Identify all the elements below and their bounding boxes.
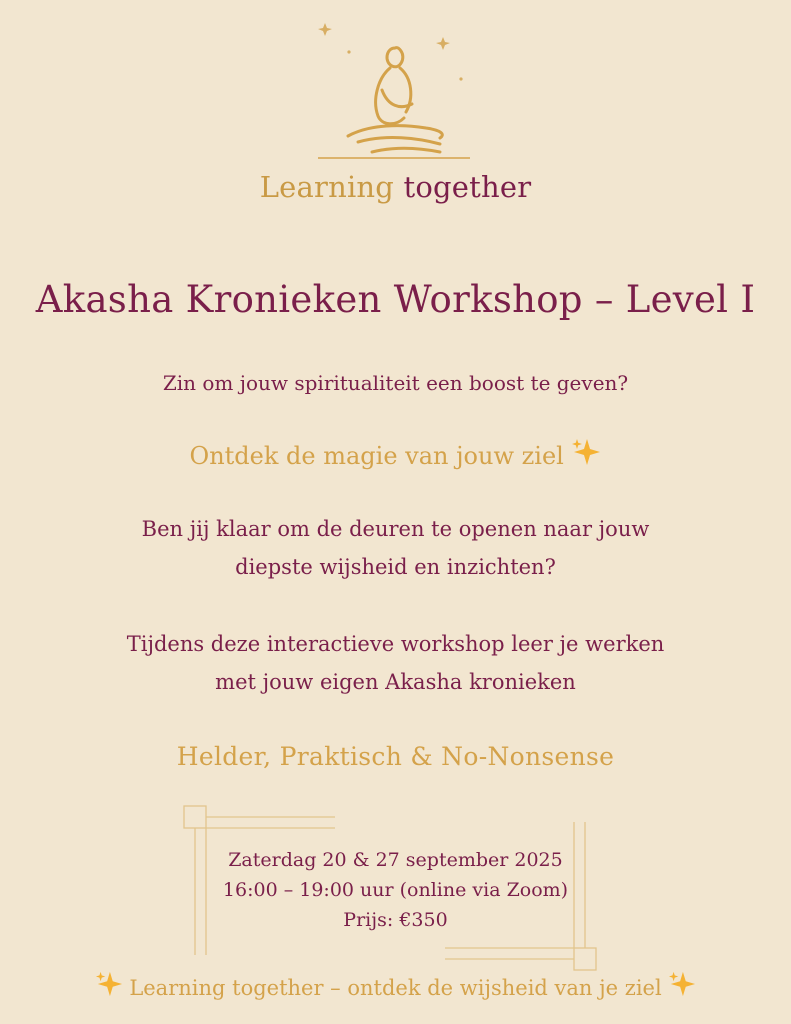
sparkles-icon [668, 970, 696, 998]
brand-wordmark [0, 170, 791, 204]
brand-word-learning: Learning [259, 170, 395, 204]
star-icon [459, 77, 462, 80]
star-icon [318, 23, 332, 36]
lead-text: Ontdek de magie van jouw ziel [189, 442, 564, 470]
star-icon [436, 37, 450, 50]
event-time: 16:00 – 19:00 uur (online via Zoom) [222, 879, 569, 901]
tagline: Helder, Praktisch & No-Nonsense [176, 742, 615, 771]
paragraph-line: diepste wijsheid en inzichten? [235, 555, 556, 579]
paragraph-line: met jouw eigen Akasha kronieken [215, 670, 576, 694]
paragraph-line: Ben jij klaar om de deuren te openen naar jouw [141, 517, 650, 541]
brand-word-together: together [403, 170, 532, 204]
paragraph-line: Tijdens deze interactieve workshop leer je werken [126, 632, 665, 656]
sparkles-icon [95, 970, 123, 998]
intro-question: Zin om jouw spiritualiteit een boost te geven? [162, 371, 629, 395]
sparkles-icon [571, 437, 601, 467]
paragraph-workshop [0, 625, 791, 701]
footer-line [0, 970, 791, 1000]
footer-text: Learning together – ontdek de wijsheid van je ziel [129, 976, 662, 1000]
page-title: Akasha Kronieken Workshop – Level I [35, 278, 756, 321]
meditation-logo-icon [300, 18, 490, 168]
event-details [0, 845, 791, 935]
paragraph-readiness [0, 510, 791, 586]
lead-line [0, 437, 791, 470]
event-date: Zaterdag 20 & 27 september 2025 [228, 849, 563, 871]
event-price: Prijs: €350 [343, 909, 448, 931]
star-icon [347, 50, 350, 53]
